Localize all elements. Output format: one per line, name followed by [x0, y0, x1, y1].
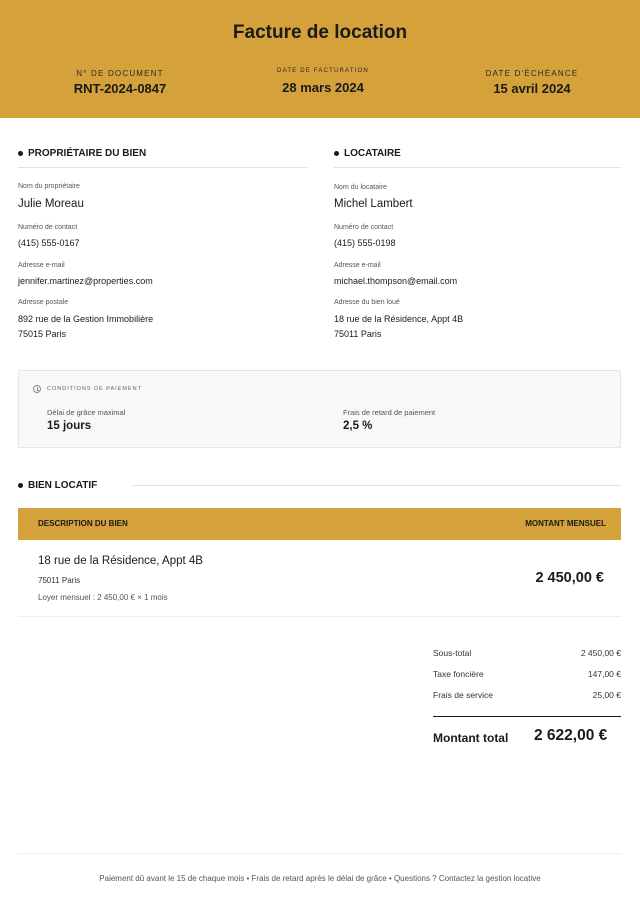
property-tax-row [433, 669, 621, 679]
footer-divider [18, 853, 621, 854]
col-monthly-amount: MONTANT MENSUEL [525, 519, 606, 528]
subtotal-label: Sous-total [433, 648, 472, 658]
page-title: Facture de location [232, 22, 408, 43]
payment-terms-title: CONDITIONS DE PAIEMENT [33, 385, 142, 393]
property-tax-value: 147,00 € [587, 669, 621, 679]
tenant-address-line1: 18 rue de la Résidence, Appt 4B [334, 314, 464, 324]
tenant-phone: (415) 555-0198 [334, 238, 396, 248]
property-tax-label: Taxe foncière [433, 669, 484, 679]
owner-address-label: Adresse postale [18, 299, 69, 306]
tenant-email: michael.thompson@email.com [334, 276, 458, 286]
tenant-address-line2: 75011 Paris [334, 329, 382, 339]
tenant-name-label: Nom du locataire [334, 184, 387, 191]
row-divider [18, 616, 621, 617]
bullet-icon [18, 483, 23, 488]
due-date-block [462, 69, 602, 96]
property-amount: 2 450,00 € [535, 570, 604, 586]
service-fee-row [433, 690, 621, 700]
property-city: 75011 Paris [38, 576, 81, 585]
property-section-title: BIEN LOCATIF [18, 480, 97, 491]
grace-period-label: Délai de grâce maximal [47, 408, 126, 417]
payment-terms-box [18, 370, 621, 448]
late-fee-label: Frais de retard de paiement [343, 408, 436, 417]
total-divider [433, 716, 621, 717]
owner-phone: (415) 555-0167 [18, 238, 80, 248]
owner-name: Julie Moreau [18, 198, 84, 210]
owner-name-label: Nom du propriétaire [18, 183, 80, 190]
clock-icon [33, 385, 41, 393]
owner-section-title: PROPRIÉTAIRE DU BIEN [18, 148, 146, 159]
owner-address-line1: 892 rue de la Gestion Immobilière [18, 314, 154, 324]
footer-note: Paiement dû avant le 15 de chaque mois • Frais de retard après le délai de grâce • Questions ? Contactez la gestion locative [99, 874, 541, 883]
due-date: 15 avril 2024 [493, 81, 571, 96]
invoice-date-block [253, 68, 393, 95]
invoice-date-label: DATE DE FACTURATION [277, 68, 369, 74]
tenant-phone-label: Numéro de contact [334, 224, 394, 231]
due-date-label: DATE D'ÉCHÉANCE [485, 69, 579, 78]
property-divider [133, 485, 621, 486]
owner-address-line2: 75015 Paris [18, 329, 67, 339]
doc-number-block [60, 69, 180, 96]
tenant-email-label: Adresse e-mail [334, 262, 381, 269]
rent-calculation: Loyer mensuel : 2 450,00 € × 1 mois [38, 593, 168, 602]
tenant-divider [334, 167, 621, 168]
tenant-name: Michel Lambert [334, 198, 413, 210]
invoice-date: 28 mars 2024 [282, 80, 364, 95]
owner-phone-label: Numéro de contact [18, 224, 78, 231]
total-label: Montant total [433, 731, 509, 745]
doc-number: RNT-2024-0847 [73, 81, 167, 96]
property-name: 18 rue de la Résidence, Appt 4B [38, 555, 203, 567]
col-description: DESCRIPTION DU BIEN [38, 519, 128, 528]
subtotal-value: 2 450,00 € [580, 648, 621, 658]
tenant-address-label: Adresse du bien loué [334, 299, 400, 306]
service-fee-label: Frais de service [433, 690, 493, 700]
owner-email: jennifer.martinez@properties.com [18, 276, 153, 286]
late-fee-value: 2,5 % [343, 420, 373, 432]
owner-email-label: Adresse e-mail [18, 262, 65, 269]
service-fee-value: 25,00 € [592, 690, 621, 700]
tenant-section-title: LOCATAIRE [334, 148, 401, 159]
grace-period-value: 15 jours [47, 420, 92, 432]
property-table-header [18, 508, 621, 540]
total-value: 2 622,00 € [534, 727, 608, 744]
bullet-icon [18, 151, 23, 156]
subtotal-row [433, 648, 621, 658]
bullet-icon [334, 151, 339, 156]
owner-divider [18, 167, 307, 168]
invoice-header [0, 0, 640, 118]
doc-number-label: N° DE DOCUMENT [76, 69, 164, 78]
